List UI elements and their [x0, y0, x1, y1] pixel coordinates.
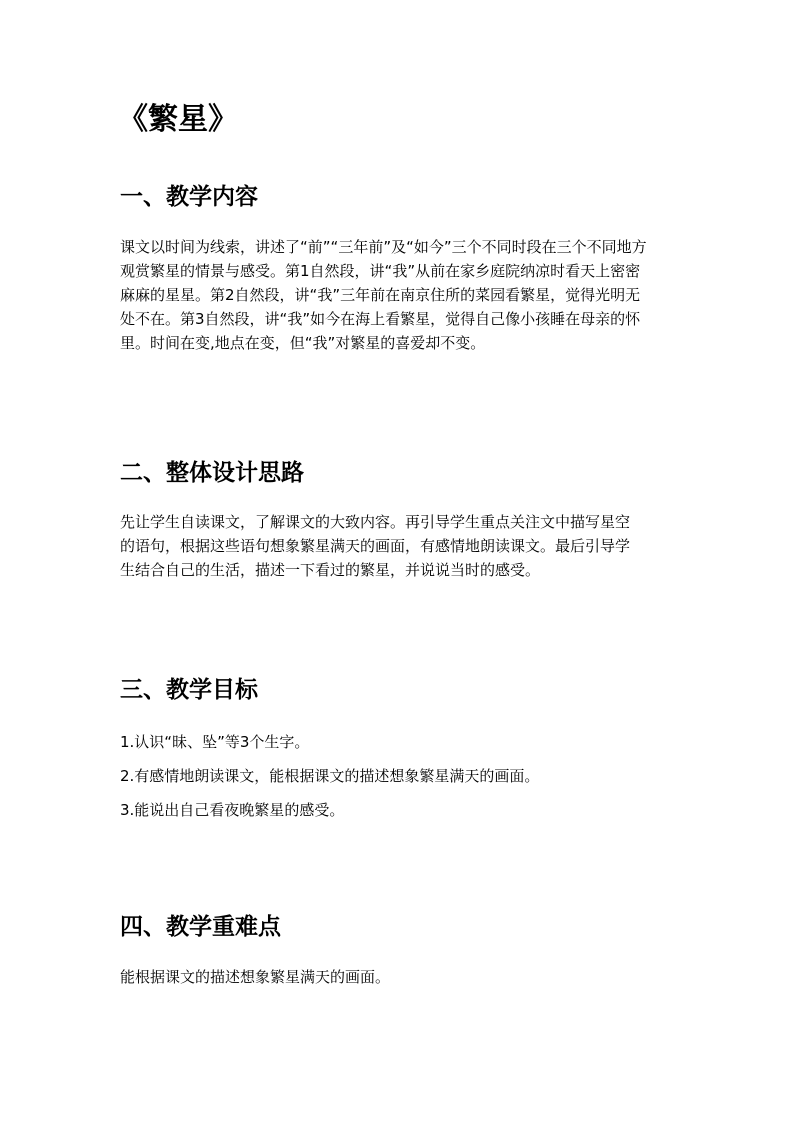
goal-item: 3.能说出自己看夜晚繁星的感受。	[120, 801, 345, 819]
paragraph-line: 的语句，根据这些语句想象繁星满天的画面，有感情地朗读课文。最后引导学	[120, 537, 631, 555]
section-heading-design: 二、整体设计思路	[120, 460, 304, 486]
key-point-item: 能根据课文的描述想象繁星满天的画面。	[120, 968, 391, 986]
paragraph-line: 先让学生自读课文，了解课文的大致内容。再引导学生重点关注文中描写星空	[120, 513, 631, 531]
paragraph-line: 麻麻的星星。第2自然段，讲“我”三年前在南京住所的菜园看繁星，觉得光明无	[120, 286, 641, 304]
paragraph-line: 里。时间在变,地点在变，但“我”对繁星的喜爱却不变。	[120, 334, 486, 352]
paragraph-line: 生结合自己的生活，描述一下看过的繁星，并说说当时的感受。	[120, 561, 541, 579]
section-heading-content: 一、教学内容	[120, 184, 258, 210]
section-heading-key-points: 四、教学重难点	[120, 914, 281, 940]
paragraph-line: 观赏繁星的情景与感受。第1自然段，讲“我”从前在家乡庭院纳凉时看天上密密	[120, 262, 641, 280]
section-paragraph-design	[120, 510, 680, 582]
paragraph-line: 课文以时间为线索，讲述了“前”“三年前”及“如今”三个不同时段在三个不同地方	[120, 238, 647, 256]
section-paragraph-content	[120, 235, 680, 355]
goal-item: 1.认识“昧、坠”等3个生字。	[120, 733, 310, 751]
goal-item: 2.有感情地朗读课文，能根据课文的描述想象繁星满天的画面。	[120, 767, 540, 785]
document-title: 《繁星》	[118, 102, 238, 137]
section-heading-goals: 三、教学目标	[120, 677, 258, 703]
paragraph-line: 处不在。第3自然段，讲“我”如今在海上看繁星，觉得自己像小孩睡在母亲的怀	[120, 310, 641, 328]
